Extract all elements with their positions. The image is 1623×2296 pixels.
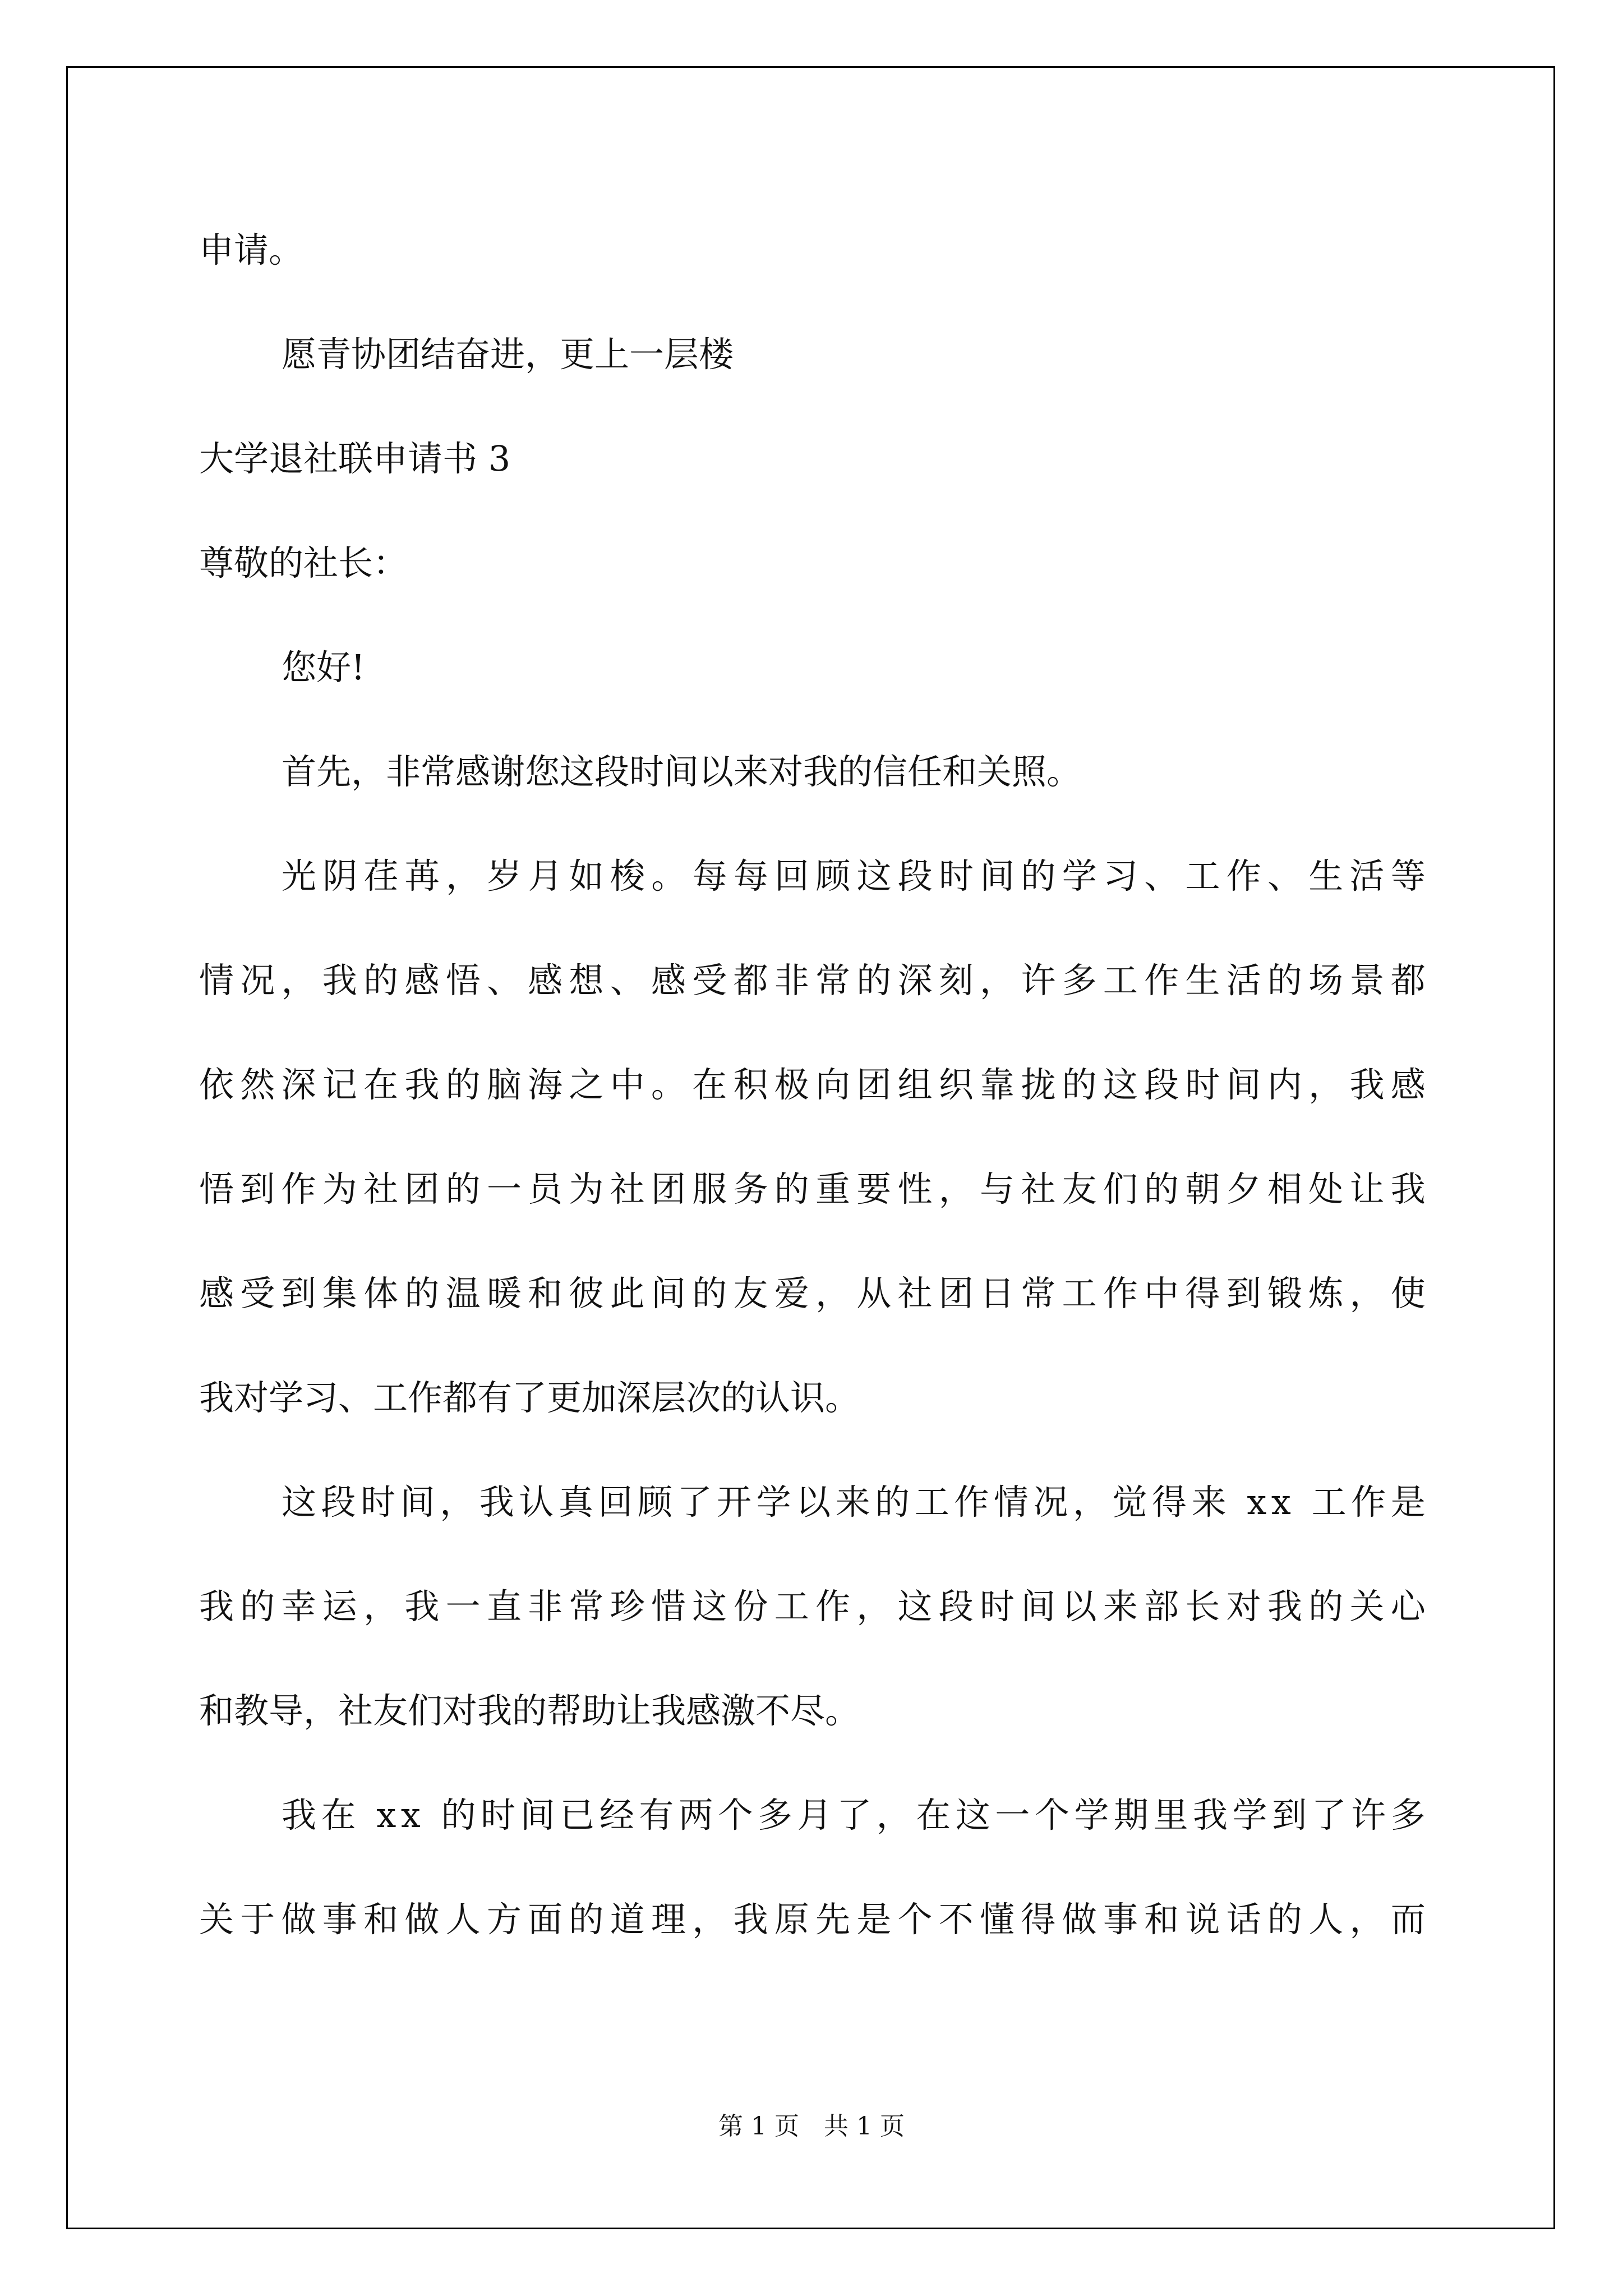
- glyph: 员: [528, 1168, 563, 1209]
- glyph: 然: [240, 1064, 275, 1105]
- glyph: 间: [1226, 1064, 1261, 1105]
- glyph: 为: [322, 1168, 357, 1209]
- glyph: 得: [1021, 1899, 1056, 1940]
- glyph: 人: [1308, 1899, 1344, 1940]
- glyph: x: [400, 1795, 421, 1835]
- glyph: 的: [445, 1064, 481, 1105]
- glyph: 感: [199, 1273, 234, 1314]
- glyph: 社: [610, 1168, 645, 1209]
- glyph: 内: [1267, 1064, 1302, 1105]
- glyph: 服: [692, 1168, 727, 1209]
- glyph: 的: [1308, 1586, 1344, 1627]
- glyph: 长: [1185, 1586, 1220, 1627]
- glyph: 懂: [980, 1899, 1015, 1940]
- glyph: 经: [599, 1795, 634, 1835]
- glyph: 的: [240, 1586, 275, 1627]
- glyph: 记: [322, 1064, 357, 1105]
- text-line: [199, 1899, 1426, 1940]
- glyph: 的: [363, 960, 399, 1001]
- text-line: [199, 1168, 1426, 1209]
- glyph: 组: [897, 1064, 933, 1105]
- glyph: ，: [446, 855, 481, 896]
- section-title: 大学退社联申请书 3: [199, 438, 511, 479]
- glyph: 多: [1390, 1795, 1426, 1835]
- glyph: 受: [692, 960, 727, 1001]
- glyph: 体: [363, 1273, 399, 1314]
- glyph: 作: [954, 1481, 989, 1522]
- glyph: 深: [281, 1064, 316, 1105]
- glyph: 与: [980, 1168, 1015, 1209]
- glyph: 和: [363, 1899, 399, 1940]
- glyph: 是: [856, 1899, 892, 1940]
- glyph: 的: [441, 1795, 476, 1835]
- glyph: 深: [897, 960, 933, 1001]
- glyph: 月: [797, 1795, 832, 1835]
- glyph: 重: [815, 1168, 850, 1209]
- glyph: 两: [678, 1795, 713, 1835]
- glyph: 来: [1103, 1586, 1138, 1627]
- glyph: 友: [1062, 1168, 1097, 1209]
- glyph: 关: [199, 1899, 234, 1940]
- glyph: x: [1271, 1481, 1291, 1522]
- glyph: 非: [774, 960, 809, 1001]
- glyph: 这: [692, 1586, 727, 1627]
- glyph: 等: [1390, 855, 1426, 896]
- glyph: 期: [1113, 1795, 1149, 1835]
- glyph: 们: [1103, 1168, 1138, 1209]
- glyph: 。: [651, 855, 686, 896]
- glyph: 这: [856, 855, 892, 896]
- glyph: 友: [733, 1273, 768, 1314]
- glyph: [425, 1798, 436, 1833]
- glyph: 我: [1390, 1168, 1426, 1209]
- glyph: 这: [955, 1795, 990, 1835]
- glyph: 岁: [487, 855, 522, 896]
- glyph: 珍: [610, 1586, 645, 1627]
- glyph: 和: [1144, 1899, 1179, 1940]
- text-line: [199, 1064, 1426, 1105]
- glyph: 原: [774, 1899, 809, 1940]
- glyph: 工: [1062, 1273, 1097, 1314]
- glyph: 、: [1144, 855, 1179, 896]
- glyph: 海: [528, 1064, 563, 1105]
- glyph: 常: [1021, 1273, 1056, 1314]
- glyph: ，: [938, 1168, 974, 1209]
- glyph: 面: [528, 1899, 563, 1940]
- glyph: [361, 1798, 372, 1833]
- glyph: 夕: [1226, 1168, 1261, 1209]
- glyph: 段: [321, 1481, 356, 1522]
- glyph: 做: [281, 1899, 316, 1940]
- glyph: ，: [440, 1481, 475, 1522]
- glyph: 每: [733, 855, 768, 896]
- glyph: 里: [1153, 1795, 1188, 1835]
- glyph: 真: [558, 1481, 593, 1522]
- glyph: 的: [692, 1273, 727, 1314]
- glyph: 荏: [363, 855, 399, 896]
- page-footer: 第 1 页 共 1 页: [718, 2112, 905, 2141]
- glyph: 到: [281, 1273, 316, 1314]
- glyph: 段: [1144, 1064, 1179, 1105]
- glyph: 我: [1192, 1795, 1228, 1835]
- glyph: 来: [835, 1481, 870, 1522]
- glyph: 社: [897, 1273, 933, 1314]
- glyph: 想: [569, 960, 604, 1001]
- glyph: 在: [363, 1064, 399, 1105]
- glyph: 中: [610, 1064, 645, 1105]
- glyph: ，: [876, 1795, 911, 1835]
- glyph: 人: [445, 1899, 481, 1940]
- glyph: 份: [733, 1586, 768, 1627]
- glyph: [1295, 1485, 1307, 1520]
- glyph: 非: [528, 1586, 563, 1627]
- glyph: 暖: [486, 1273, 522, 1314]
- glyph: 工: [774, 1586, 809, 1627]
- glyph: 的: [774, 1168, 809, 1209]
- glyph: 况: [240, 960, 275, 1001]
- glyph: 刻: [938, 960, 974, 1001]
- glyph: 工: [1185, 855, 1220, 896]
- glyph: 常: [569, 1586, 604, 1627]
- glyph: 梭: [610, 855, 645, 896]
- glyph: 许: [1021, 960, 1056, 1001]
- glyph: 使: [1390, 1273, 1426, 1314]
- glyph: 的: [856, 960, 892, 1001]
- glyph: 社: [1021, 1168, 1056, 1209]
- glyph: 我: [199, 1586, 234, 1627]
- glyph: 日: [980, 1273, 1015, 1314]
- glyph: 了: [837, 1795, 872, 1835]
- glyph: 活: [1226, 960, 1261, 1001]
- glyph: 时: [481, 1795, 516, 1835]
- glyph: 苒: [404, 855, 440, 896]
- glyph: 都: [733, 960, 768, 1001]
- glyph: 我: [733, 1899, 768, 1940]
- glyph: 生: [1185, 960, 1220, 1001]
- glyph: 的: [875, 1481, 910, 1522]
- glyph: 先: [815, 1899, 850, 1940]
- glyph: 工: [1311, 1481, 1347, 1522]
- glyph: 、: [610, 960, 645, 1001]
- glyph: 回: [598, 1481, 633, 1522]
- glyph: 朝: [1185, 1168, 1220, 1209]
- glyph: 学: [1062, 855, 1097, 896]
- glyph: 作: [1144, 960, 1179, 1001]
- glyph: 道: [610, 1899, 645, 1940]
- glyph: 况: [1033, 1481, 1068, 1522]
- glyph: 的: [1267, 1899, 1302, 1940]
- glyph: ，: [1349, 1273, 1385, 1314]
- text-line: [199, 1586, 1426, 1627]
- glyph: 一: [486, 1168, 522, 1209]
- glyph: 顾: [815, 855, 851, 896]
- glyph: 每: [692, 855, 727, 896]
- glyph: 了: [1311, 1795, 1347, 1835]
- glyph: 中: [1144, 1273, 1179, 1314]
- glyph: ，: [1072, 1481, 1108, 1522]
- glyph: 悟: [199, 1168, 234, 1209]
- glyph: ，: [692, 1899, 727, 1940]
- glyph: 我: [1349, 1064, 1385, 1105]
- glyph: 的: [1021, 855, 1056, 896]
- glyph: 以: [1062, 1586, 1097, 1627]
- glyph: ，: [281, 960, 316, 1001]
- text-line: [199, 960, 1426, 1001]
- glyph: 段: [897, 855, 933, 896]
- glyph: 我: [1267, 1586, 1302, 1627]
- glyph: 靠: [980, 1064, 1015, 1105]
- glyph: 团: [856, 1064, 892, 1105]
- glyph: 团: [404, 1168, 440, 1209]
- glyph: 的: [404, 1273, 440, 1314]
- glyph: 多: [757, 1795, 792, 1835]
- glyph: 作: [1226, 855, 1261, 896]
- text-line: 我对学习、工作都有了更加深层次的认识。: [199, 1377, 860, 1418]
- glyph: 拢: [1021, 1064, 1056, 1105]
- glyph: 得: [1185, 1273, 1220, 1314]
- glyph: 回: [774, 855, 810, 896]
- glyph: ，: [1308, 1064, 1344, 1105]
- salutation: 尊敬的社长：: [199, 542, 408, 583]
- glyph: 顾: [637, 1481, 672, 1522]
- glyph: 作: [281, 1168, 316, 1209]
- glyph: 部: [1144, 1586, 1179, 1627]
- glyph: 在: [916, 1795, 951, 1835]
- glyph: 在: [321, 1795, 356, 1835]
- glyph: 学: [1074, 1795, 1109, 1835]
- glyph: 性: [897, 1168, 933, 1209]
- glyph: 学: [756, 1481, 791, 1522]
- glyph: 炼: [1308, 1273, 1344, 1314]
- glyph: 让: [1349, 1168, 1385, 1209]
- glyph: 不: [938, 1899, 974, 1940]
- glyph: ，: [1349, 1899, 1385, 1940]
- glyph: 爱: [774, 1273, 809, 1314]
- glyph: 我: [322, 960, 357, 1001]
- glyph: 这: [1103, 1064, 1138, 1105]
- glyph: 关: [1349, 1586, 1385, 1627]
- glyph: 段: [938, 1586, 974, 1627]
- glyph: 一: [995, 1795, 1030, 1835]
- glyph: ，: [856, 1586, 892, 1627]
- glyph: [1231, 1485, 1242, 1520]
- glyph: 景: [1349, 960, 1385, 1001]
- glyph: 我: [404, 1064, 440, 1105]
- glyph: 这: [897, 1586, 933, 1627]
- glyph: 的: [445, 1168, 481, 1209]
- glyph: 活: [1349, 855, 1385, 896]
- glyph: 事: [322, 1899, 357, 1940]
- glyph: 务: [733, 1168, 768, 1209]
- glyph: 间: [520, 1795, 555, 1835]
- glyph: 学: [1232, 1795, 1267, 1835]
- glyph: 温: [445, 1273, 481, 1314]
- glyph: 为: [569, 1168, 604, 1209]
- glyph: 情: [993, 1481, 1029, 1522]
- glyph: 间: [980, 855, 1015, 896]
- glyph: 感: [404, 960, 440, 1001]
- glyph: 团: [651, 1168, 686, 1209]
- glyph: 得: [1152, 1481, 1187, 1522]
- glyph: 作: [1103, 1273, 1138, 1314]
- glyph: ，: [363, 1586, 399, 1627]
- glyph: 间: [651, 1273, 686, 1314]
- glyph: 开: [717, 1481, 752, 1522]
- glyph: 感: [1390, 1064, 1426, 1105]
- glyph: 悟: [445, 960, 481, 1001]
- glyph: 常: [815, 960, 850, 1001]
- glyph: 工: [1103, 960, 1138, 1001]
- glyph: 一: [445, 1586, 481, 1627]
- glyph: 向: [815, 1064, 850, 1105]
- glyph: 之: [569, 1064, 604, 1105]
- glyph: 团: [938, 1273, 974, 1314]
- glyph: 时: [1185, 1064, 1220, 1105]
- glyph: 生: [1308, 855, 1344, 896]
- glyph: 许: [1351, 1795, 1386, 1835]
- glyph: 时: [980, 1586, 1015, 1627]
- glyph: 依: [199, 1064, 234, 1105]
- glyph: 都: [1390, 960, 1426, 1001]
- glyph: 感: [651, 960, 686, 1001]
- glyph: 工: [914, 1481, 949, 1522]
- glyph: 对: [1226, 1586, 1261, 1627]
- glyph: 间: [1021, 1586, 1056, 1627]
- glyph: 运: [322, 1586, 357, 1627]
- glyph: 的: [1267, 960, 1302, 1001]
- glyph: 社: [363, 1168, 399, 1209]
- glyph: 做: [404, 1899, 440, 1940]
- glyph: 受: [240, 1273, 275, 1314]
- glyph: 织: [938, 1064, 974, 1105]
- glyph: 个: [897, 1899, 933, 1940]
- glyph: 从: [856, 1273, 892, 1314]
- text-line: 和教导，社友们对我的帮助让我感激不尽。: [199, 1690, 860, 1731]
- glyph: 间: [400, 1481, 435, 1522]
- glyph: 要: [856, 1168, 892, 1209]
- glyph: 已: [560, 1795, 595, 1835]
- glyph: 认: [519, 1481, 554, 1522]
- glyph: 如: [569, 855, 604, 896]
- glyph: 习: [1103, 855, 1138, 896]
- glyph: 的: [1062, 1064, 1097, 1105]
- glyph: 场: [1308, 960, 1344, 1001]
- glyph: 来: [1191, 1481, 1227, 1522]
- glyph: 光: [282, 855, 317, 896]
- glyph: ，: [980, 960, 1015, 1001]
- glyph: 话: [1226, 1899, 1261, 1940]
- glyph: 我: [404, 1586, 440, 1627]
- text-line: [282, 1795, 1426, 1835]
- glyph: 我: [282, 1795, 317, 1835]
- text-line: 申请。: [199, 229, 304, 270]
- glyph: 、: [1267, 855, 1303, 896]
- glyph: 了: [677, 1481, 712, 1522]
- text-line: 首先，非常感谢您这段时间以来对我的信任和关照。: [282, 751, 1082, 792]
- glyph: 而: [1390, 1899, 1426, 1940]
- glyph: 情: [199, 960, 234, 1001]
- glyph: 理: [651, 1899, 686, 1940]
- glyph: 觉: [1112, 1481, 1147, 1522]
- glyph: 惜: [651, 1586, 686, 1627]
- glyph: 极: [774, 1064, 809, 1105]
- glyph: 幸: [281, 1586, 316, 1627]
- text-line: 愿青协团结奋进，更上一层楼: [282, 334, 734, 375]
- glyph: 心: [1390, 1586, 1426, 1627]
- glyph: 此: [610, 1273, 645, 1314]
- glyph: 锻: [1267, 1273, 1302, 1314]
- glyph: 时: [939, 855, 974, 896]
- glyph: 在: [692, 1064, 727, 1105]
- glyph: 我: [479, 1481, 514, 1522]
- glyph: 以: [796, 1481, 831, 1522]
- glyph: 阴: [322, 855, 358, 896]
- greeting: 您好!: [282, 647, 365, 688]
- glyph: 的: [1144, 1168, 1179, 1209]
- glyph: 作: [1351, 1481, 1386, 1522]
- glyph: 有: [639, 1795, 674, 1835]
- glyph: 处: [1308, 1168, 1344, 1209]
- glyph: 这: [282, 1481, 317, 1522]
- glyph: 。: [651, 1064, 686, 1105]
- glyph: 做: [1062, 1899, 1097, 1940]
- glyph: 到: [1226, 1273, 1261, 1314]
- glyph: 多: [1062, 960, 1097, 1001]
- glyph: 时: [361, 1481, 396, 1522]
- glyph: 方: [486, 1899, 522, 1940]
- glyph: 到: [240, 1168, 275, 1209]
- glyph: 事: [1103, 1899, 1138, 1940]
- glyph: x: [1247, 1481, 1267, 1522]
- glyph: 作: [815, 1586, 850, 1627]
- glyph: 彼: [569, 1273, 604, 1314]
- glyph: 月: [528, 855, 563, 896]
- text-line: [282, 855, 1426, 896]
- glyph: 相: [1267, 1168, 1302, 1209]
- glyph: 个: [1034, 1795, 1069, 1835]
- text-line: [282, 1481, 1426, 1522]
- glyph: 到: [1272, 1795, 1307, 1835]
- glyph: 个: [718, 1795, 753, 1835]
- glyph: 的: [569, 1899, 604, 1940]
- glyph: 于: [240, 1899, 275, 1940]
- glyph: 集: [322, 1273, 357, 1314]
- glyph: 、: [486, 960, 522, 1001]
- glyph: 和: [528, 1273, 563, 1314]
- glyph: 脑: [486, 1064, 522, 1105]
- glyph: 直: [486, 1586, 522, 1627]
- text-line: [199, 1273, 1426, 1314]
- glyph: 是: [1390, 1481, 1426, 1522]
- glyph: ，: [815, 1273, 850, 1314]
- glyph: 感: [528, 960, 563, 1001]
- glyph: 积: [733, 1064, 768, 1105]
- glyph: x: [376, 1795, 396, 1835]
- glyph: 说: [1185, 1899, 1220, 1940]
